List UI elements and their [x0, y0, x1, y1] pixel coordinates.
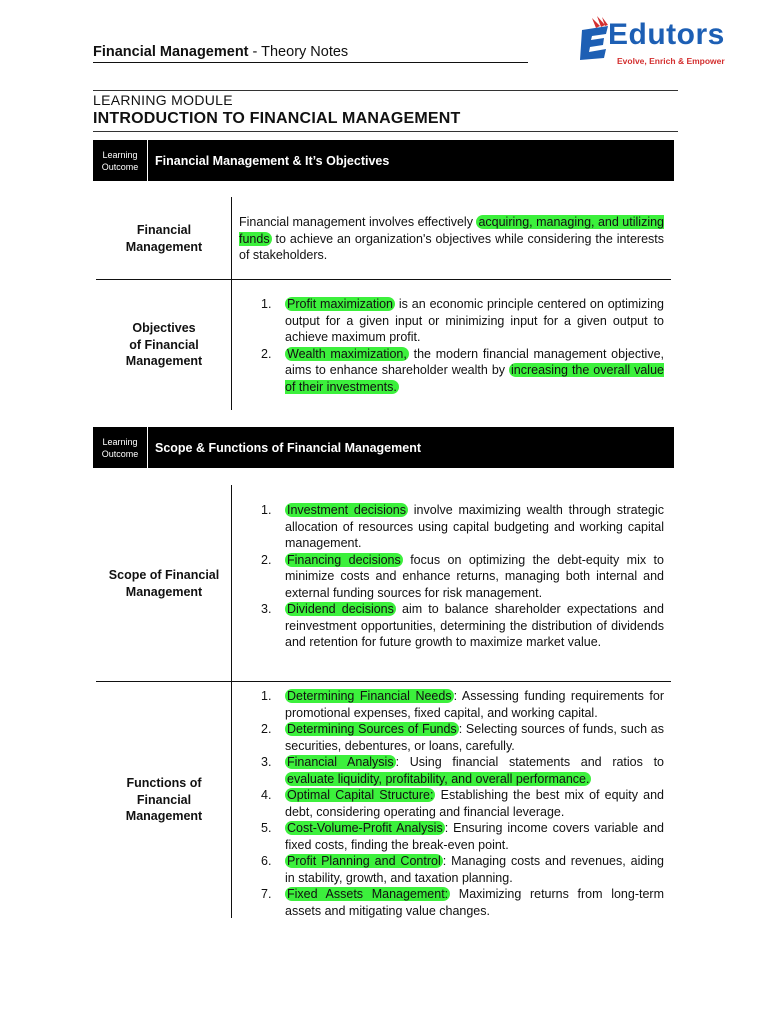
tag-line1: Learning — [102, 149, 138, 160]
document-header — [93, 44, 528, 63]
highlighted-phrase: increasing the overall value of their investments. — [285, 363, 664, 394]
tag-line2: Outcome — [101, 161, 139, 172]
item-number: 7. — [261, 887, 272, 901]
list-item — [261, 688, 664, 721]
list-item — [261, 853, 664, 886]
list-item — [261, 502, 664, 552]
highlighted-term: Investment decisions — [287, 503, 407, 517]
item-text: Establishing the best mix of equity and debt, considering operating and financial leverage. — [285, 788, 664, 819]
item-text: the modern financial management objective, aims to enhance shareholder wealth by — [285, 346, 664, 377]
learning-outcome-tag — [93, 427, 148, 468]
item-text: focus on optimizing the debt-equity mix to minimize costs and enhance returns, managing both internal and external funding sources for risk management. — [285, 552, 664, 600]
learning-outcome-bar-1 — [93, 140, 674, 181]
highlighted-term: Determining Sources of Funds — [287, 722, 457, 736]
item-text: : Using financial statements and ratios to — [395, 755, 664, 769]
definition-text-start: Financial management involves effectively — [239, 215, 477, 229]
highlighted-phrase: evaluate liquidity, profitability, and overall performance. — [287, 771, 590, 786]
definition-text — [239, 214, 664, 264]
item-number: 2. — [261, 346, 272, 361]
highlighted-term: Determining Financial Needs — [287, 689, 452, 703]
header-suffix: - Theory Notes — [248, 44, 349, 60]
highlighted-term: Financing decisions — [287, 552, 401, 567]
row-label: Financial Management — [125, 223, 203, 254]
item-number: 5. — [261, 821, 272, 835]
highlighted-term: Dividend decisions — [287, 602, 394, 616]
item-number: 6. — [261, 854, 272, 868]
list-item — [261, 296, 664, 346]
item-number: 1. — [261, 503, 272, 517]
functions-list — [261, 688, 664, 919]
edutors-logo — [578, 16, 738, 68]
highlighted-term: Fixed Assets Management: — [287, 887, 449, 901]
highlighted-term: Optimal Capital Structure: — [287, 788, 434, 802]
learning-outcome-tag — [93, 140, 148, 181]
item-text: : Ensuring income covers variable and fixed costs, finding the break-even point. — [285, 821, 664, 852]
highlighted-term: Profit maximization — [287, 297, 393, 311]
list-item — [261, 601, 664, 651]
row-financial-management — [96, 197, 671, 280]
item-text: : Assessing funding requirements for promotional expenses, fixed capital, and working capital. — [285, 689, 664, 720]
row-objectives — [96, 280, 671, 410]
column-divider — [231, 682, 232, 918]
highlighted-term: Financial Analysis — [287, 755, 394, 769]
list-item — [261, 552, 664, 602]
item-number: 1. — [261, 297, 272, 311]
item-text: : Selecting sources of funds, such as securities, debentures, or loans, carefully. — [285, 722, 664, 753]
row-label: Objectives of Financial Management — [125, 321, 203, 369]
item-number: 2. — [261, 722, 272, 736]
item-text: involve maximizing wealth through strategic allocation of resources using capital budgeting and working capital management. — [285, 503, 664, 550]
section-title: Scope & Functions of Financial Management — [155, 440, 422, 455]
tag-line1: Learning — [102, 436, 138, 447]
tag-line2: Outcome — [101, 448, 139, 459]
row-label: Scope of Financial Management — [108, 568, 220, 599]
highlighted-phrase: acquiring, managing, and utilizing funds — [239, 215, 664, 246]
row-functions — [96, 682, 671, 918]
scope-list — [261, 502, 664, 651]
title-rule — [93, 131, 678, 132]
top-rule — [93, 90, 678, 91]
objectives-list — [261, 296, 664, 395]
item-text: Maximizing returns from long-term assets and mitigating value changes. — [285, 887, 664, 918]
item-number: 3. — [261, 602, 272, 616]
column-divider — [231, 197, 232, 280]
highlighted-term: Profit Planning and Control — [287, 854, 441, 868]
logo-tagline: Evolve, Enrich & Empower — [617, 56, 725, 66]
list-item — [261, 886, 664, 919]
row-scope — [96, 485, 671, 682]
column-divider — [231, 280, 232, 410]
item-text: aim to balance shareholder expectations and reinvestment opportunities, determining the distribution of dividends and retention for future growth to maximize market value. — [285, 602, 664, 649]
column-divider — [231, 485, 232, 682]
module-title: INTRODUCTION TO FINANCIAL MANAGEMENT — [93, 110, 461, 127]
highlighted-term: Wealth maximization, — [287, 346, 407, 361]
definition-text-end: to achieve an organization's objectives while considering the interests of stakeholders. — [239, 231, 664, 262]
header-subject: Financial Management — [93, 44, 249, 60]
module-label: LEARNING MODULE — [93, 92, 233, 108]
item-number: 2. — [261, 552, 272, 567]
list-item — [261, 787, 664, 820]
logo-wordmark: Edutors — [608, 18, 725, 51]
learning-outcome-bar-2 — [93, 427, 674, 468]
list-item — [261, 754, 664, 787]
item-text: is an economic principle centered on optimizing output for a given input or minimizing input for a given output to achieve maximum profit. — [285, 297, 664, 344]
list-item — [261, 721, 664, 754]
highlighted-term: Cost-Volume-Profit Analysis — [287, 821, 443, 835]
item-number: 1. — [261, 689, 272, 703]
row-label: Functions of Financial Management — [125, 776, 203, 824]
item-text: : Managing costs and revenues, aiding in stability, growth, and taxation planning. — [285, 854, 664, 885]
item-number: 3. — [261, 755, 272, 769]
list-item — [261, 820, 664, 853]
item-number: 4. — [261, 788, 272, 802]
list-item — [261, 346, 664, 396]
section-title: Financial Management & It’s Objectives — [155, 153, 390, 168]
